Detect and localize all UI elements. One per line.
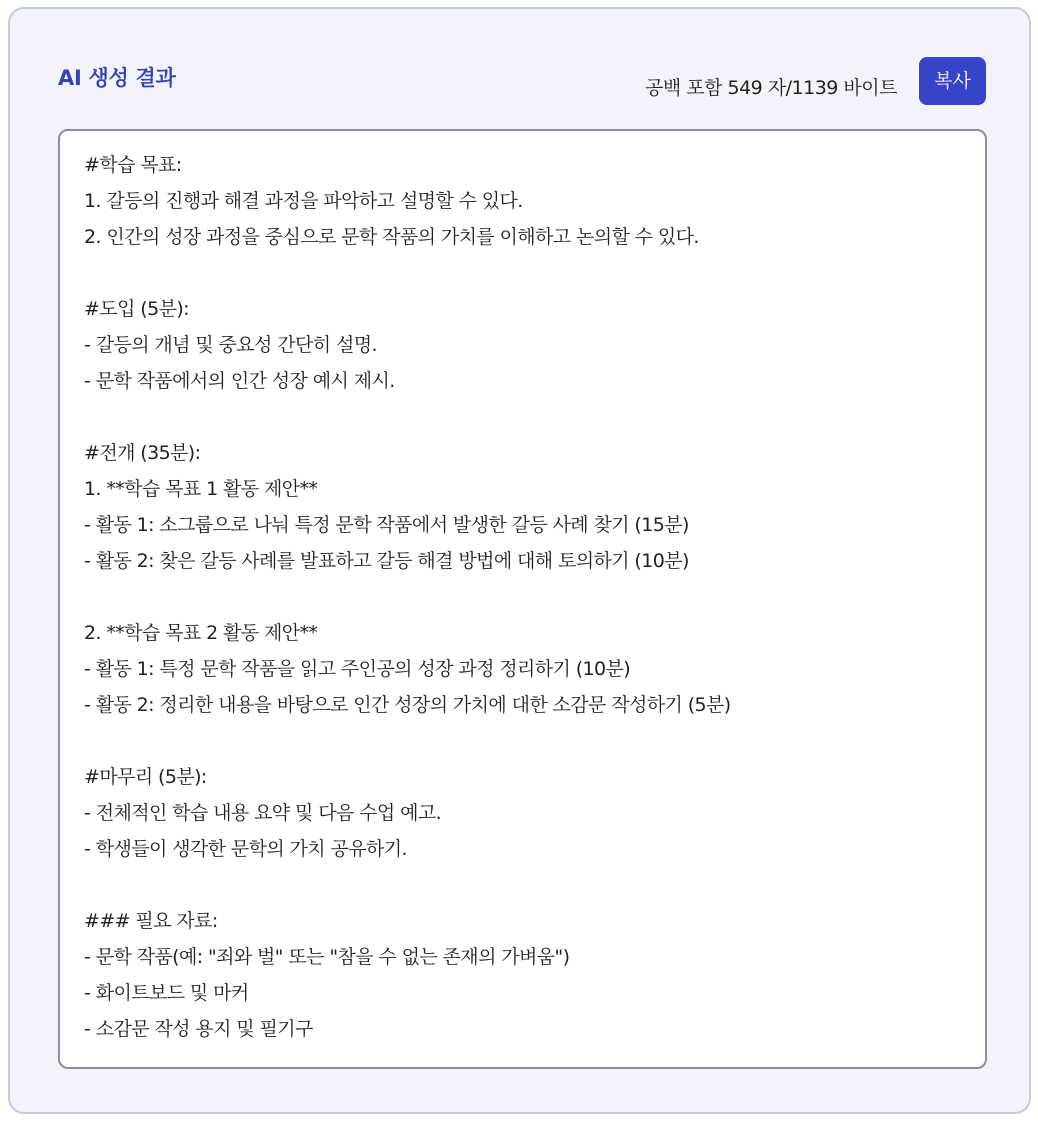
result-line <box>84 255 961 291</box>
result-line: - 학생들이 생각한 문학의 가치 공유하기. <box>84 838 407 860</box>
result-line <box>84 723 961 759</box>
result-line: 1. **학습 목표 1 활동 제안** <box>84 478 318 500</box>
result-line: 2. 인간의 성장 과정을 중심으로 문학 작품의 가치를 이해하고 논의할 수 있다. <box>84 226 699 248</box>
result-line: - 소감문 작성 용지 및 필기구 <box>84 1018 313 1040</box>
result-line: - 문학 작품에서의 인간 성장 예시 제시. <box>84 370 395 392</box>
result-line: 1. 갈등의 진행과 해결 과정을 파악하고 설명할 수 있다. <box>84 190 523 212</box>
result-line: - 전체적인 학습 내용 요약 및 다음 수업 예고. <box>84 802 442 824</box>
result-line <box>84 867 961 903</box>
result-line: - 갈등의 개념 및 중요성 간단히 설명. <box>84 334 377 356</box>
result-line: #학습 목표: <box>84 154 182 176</box>
copy-button[interactable]: 복사 <box>919 57 986 105</box>
result-line <box>84 399 961 435</box>
result-line: - 활동 2: 정리한 내용을 바탕으로 인간 성장의 가치에 대한 소감문 작성하기 (5분) <box>84 694 731 716</box>
result-line: 2. **학습 목표 2 활동 제안** <box>84 622 318 644</box>
result-text-area[interactable] <box>58 129 987 1069</box>
result-line: #전개 (35분): <box>84 442 201 464</box>
panel-title: AI 생성 결과 <box>58 66 176 90</box>
result-line: - 활동 1: 소그룹으로 나눠 특정 문학 작품에서 발생한 갈등 사례 찾기 (15분) <box>84 514 689 536</box>
result-line: - 활동 1: 특정 문학 작품을 읽고 주인공의 성장 과정 정리하기 (10분) <box>84 658 631 680</box>
result-line: - 활동 2: 찾은 갈등 사례를 발표하고 갈등 해결 방법에 대해 토의하기 (10분) <box>84 550 689 572</box>
result-line: #도입 (5분): <box>84 298 189 320</box>
result-line: - 문학 작품(예: "죄와 벌" 또는 "참을 수 없는 존재의 가벼움") <box>84 946 570 968</box>
result-line <box>84 579 961 615</box>
character-count: 공백 포함 549 자/1139 바이트 <box>644 77 897 99</box>
result-line: ### 필요 자료: <box>84 910 218 932</box>
result-line: #마무리 (5분): <box>84 766 207 788</box>
result-line: - 화이트보드 및 마커 <box>84 982 249 1004</box>
ai-result-panel <box>8 7 1031 1114</box>
